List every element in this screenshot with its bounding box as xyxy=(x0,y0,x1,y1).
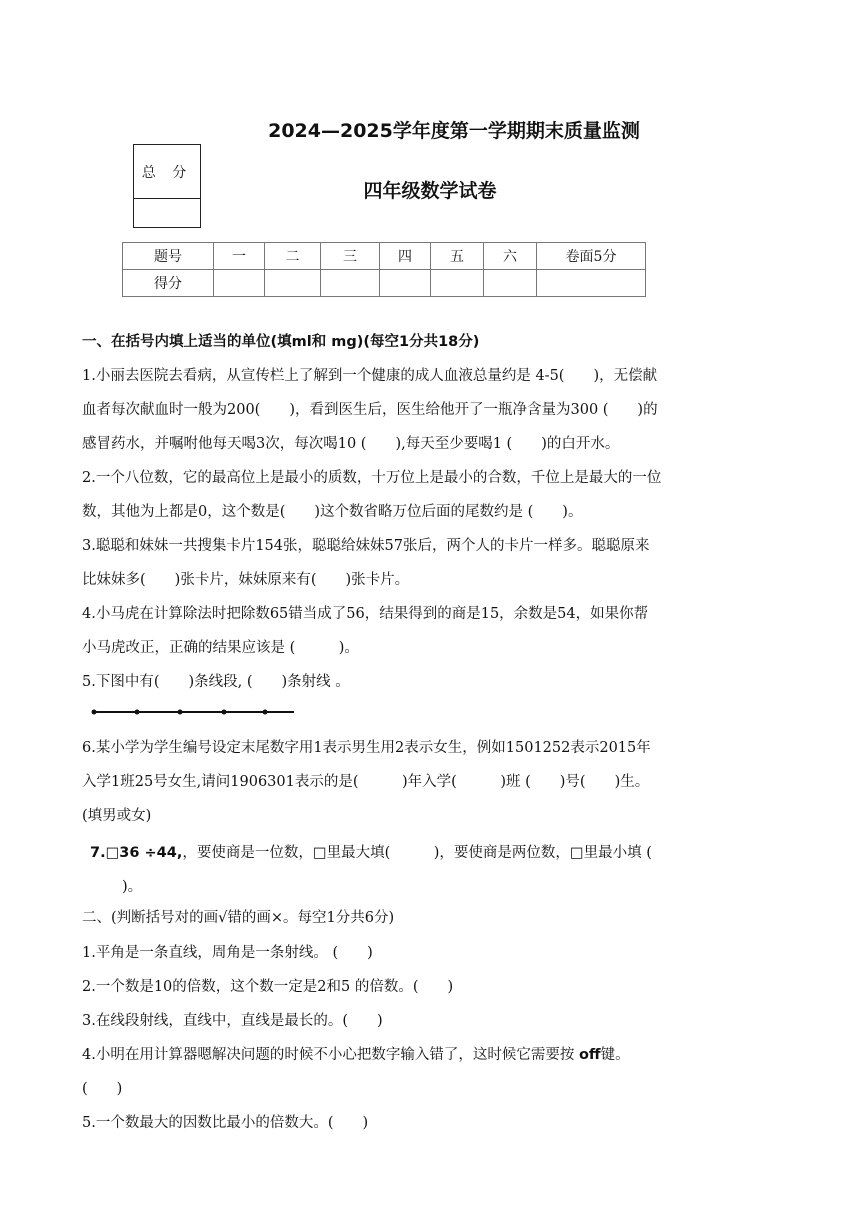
question-line: 血者每次献血时一般为200( )，看到医生后，医生给他开了一瓶净含量为300 ( )的 xyxy=(82,402,658,418)
score-input-cell xyxy=(537,270,646,297)
question-line: 5.下图中有( )条线段, ( )条射线 。 xyxy=(82,674,350,690)
exam-subtitle: 四年级数学试卷 xyxy=(363,180,497,202)
exam-title: 2024—2025学年度第一学期期末质量监测 xyxy=(268,120,640,142)
score-table-cell: 题号 xyxy=(123,243,214,270)
question-5 xyxy=(82,665,782,699)
score-input-cell xyxy=(380,270,431,297)
question-line: 小马虎改正，正确的结果应该是 ( )。 xyxy=(82,640,359,656)
section1-heading: 一、在括号内填上适当的单位(填ml和 mg)(每空1分共18分) xyxy=(82,334,480,350)
section2-heading: 二、(判断括号对的画√错的画×。每空1分共6分) xyxy=(82,910,395,926)
score-table-cell: 卷面5分 xyxy=(537,243,646,270)
judgment-item: 5.一个数最大的因数比最小的倍数大。( ) xyxy=(82,1115,369,1131)
question-line: 感冒药水，并嘱咐他每天喝3次，每次喝10 ( ),每天至少要喝1 ( )的白开水。 xyxy=(82,436,620,452)
total-score-label: 总 分 xyxy=(134,145,200,199)
question-line: 数，其他为上都是0，这个数是( )这个数省略万位后面的尾数约是 ( )。 xyxy=(82,504,583,520)
figure-point xyxy=(135,710,140,715)
score-table-cell: 五 xyxy=(431,243,484,270)
judgment-item-text: 4.小明在用计算器嗯解决问题的时候不小心把数字输入错了，这时候它需要按 xyxy=(82,1047,575,1063)
figure-point xyxy=(263,710,268,715)
question-4 xyxy=(82,597,782,665)
question-7 xyxy=(90,836,790,904)
judgment-item-tail: 键。 xyxy=(600,1047,630,1063)
score-input-cell xyxy=(321,270,380,297)
score-table-score-row xyxy=(123,270,646,297)
score-table-cell: 四 xyxy=(380,243,431,270)
score-input-cell xyxy=(484,270,537,297)
score-table xyxy=(122,242,646,297)
question-line: 6.某小学为学生编号设定末尾数字用1表示男生用2表示女生，例如1501252表示2015年 xyxy=(82,740,651,756)
score-table-cell: 二 xyxy=(265,243,321,270)
figure-point xyxy=(92,710,97,715)
score-table-cell: 三 xyxy=(321,243,380,270)
score-table-cell: 六 xyxy=(484,243,537,270)
score-table-cell: 得分 xyxy=(123,270,214,297)
question-line: 3.聪聪和妹妹一共搜集卡片154张，聪聪给妹妹57张后，两个人的卡片一样多。聪聪原来 xyxy=(82,538,650,554)
score-table-cell: 一 xyxy=(214,243,265,270)
score-input-cell xyxy=(214,270,265,297)
question-6 xyxy=(82,731,782,833)
question-7-expression: 7.□36 ÷44, xyxy=(90,845,183,861)
question-line: 4.小马虎在计算除法时把除数65错当成了56，结果得到的商是15，余数是54，如果你帮 xyxy=(82,606,649,622)
question-1 xyxy=(82,359,782,461)
off-key-label: off xyxy=(578,1047,601,1063)
question-line: 1.小丽去医院去看病，从宣传栏上了解到一个健康的成人血液总量约是 4-5( )，无偿献 xyxy=(82,368,658,384)
judgment-paren: ( ) xyxy=(82,1081,123,1097)
question-7-text: ，要使商是一位数，□里最大填( )，要使商是两位数，□里最小填 ( xyxy=(182,845,652,861)
question-line: 2.一个八位数，它的最高位上是最小的质数，十万位上是最小的合数，千位上是最大的一位 xyxy=(82,470,662,486)
judgment-list xyxy=(82,936,782,1140)
judgment-item: 2.一个数是10的倍数，这个数一定是2和5 的倍数。( ) xyxy=(82,979,454,995)
judgment-item: 1.平角是一条直线，周角是一条射线。 ( ) xyxy=(82,945,373,961)
judgment-item xyxy=(82,1038,782,1072)
figure-point xyxy=(222,710,227,715)
score-input-cell xyxy=(431,270,484,297)
score-table-header-row xyxy=(123,243,646,270)
line-segment-figure xyxy=(88,704,300,720)
question-line: )。 xyxy=(122,879,143,895)
question-line xyxy=(90,836,790,870)
question-2 xyxy=(82,461,782,529)
score-input-cell xyxy=(265,270,321,297)
question-line: (填男或女) xyxy=(82,808,152,824)
judgment-item: 3.在线段射线，直线中，直线是最长的。( ) xyxy=(82,1013,383,1029)
question-line: 比妹妹多( )张卡片，妹妹原来有( )张卡片。 xyxy=(82,572,410,588)
question-line: 入学1班25号女生,请问1906301表示的是( )年入学( )班 ( )号( )生。 xyxy=(82,774,650,790)
question-3 xyxy=(82,529,782,597)
figure-point xyxy=(178,710,183,715)
